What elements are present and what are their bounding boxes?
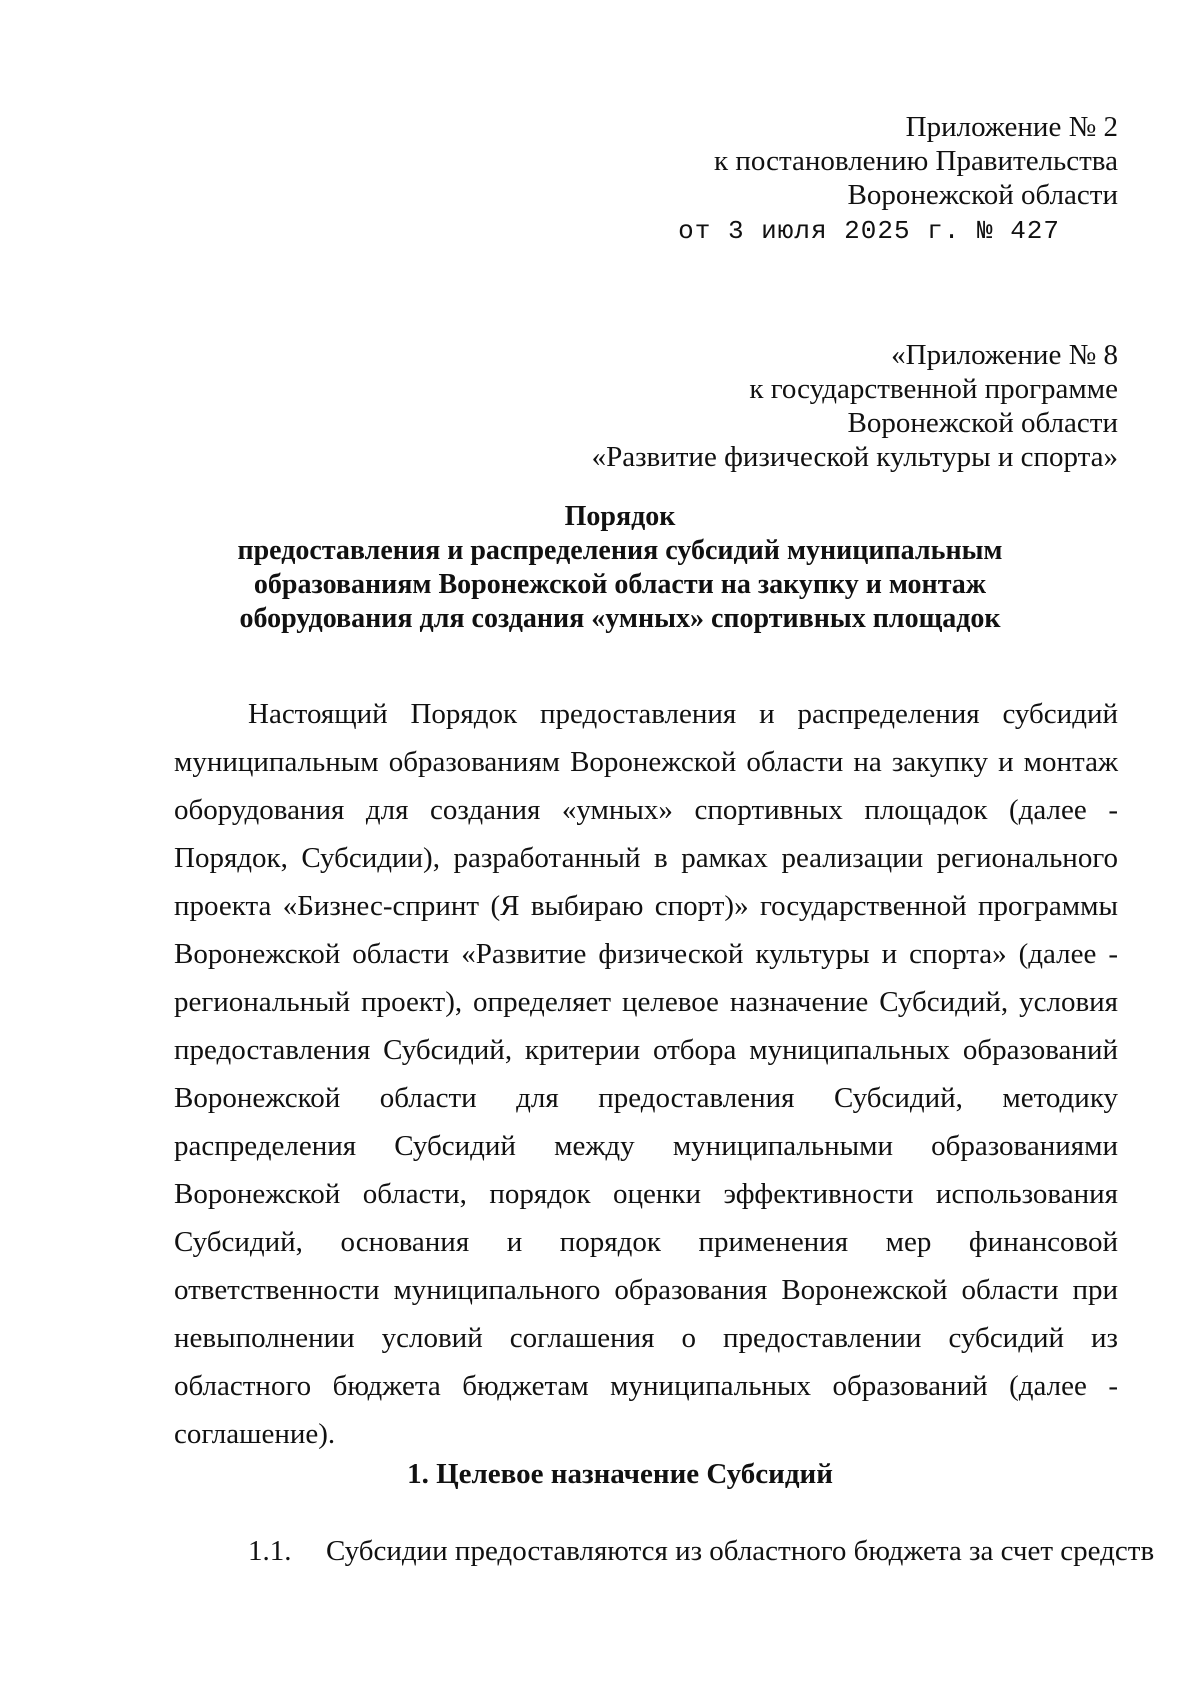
clause-text: Субсидии предоставляются из областного бюджета за счет средств	[326, 1535, 1155, 1567]
title-line-2: предоставления и распределения субсидий муниципальным	[237, 535, 1003, 566]
clause-number: 1.1.	[248, 1535, 292, 1567]
appendix-8-program-name: «Развитие физической культуры и спорта»	[591, 441, 1118, 473]
appendix-8-title: «Приложение № 8	[891, 339, 1118, 371]
clause-1-1	[174, 1527, 1155, 1575]
title-line-1: Порядок	[564, 501, 676, 532]
title-line-4: оборудования для создания «умных» спортивных площадок	[239, 603, 1001, 634]
appendix-2-title: Приложение № 2	[905, 111, 1118, 143]
appendix-8-header	[592, 338, 1118, 474]
section-1-heading: 1. Целевое назначение Субсидий	[407, 1458, 833, 1490]
appendix-8-program-line: к государственной программе	[749, 373, 1118, 405]
appendix-8-region-line: Воронежской области	[847, 407, 1118, 439]
title-line-3: образованиям Воронежской области на закупку и монтаж	[253, 569, 987, 600]
intro-paragraph: Настоящий Порядок предоставления и распределения субсидий муниципальным образованиям Воронежской области на закупку и монтаж оборудования для создания «умных» спортивных площадок (далее - Порядок, Субсидии), разработанный в рамках реализации регионального проекта «Бизнес-спринт (Я выбираю спорт)» государственной программы Воронежской области «Развитие физической культуры и спорта» (далее - региональный проект), определяет целевое назначение Субсидий, условия предоставления Субсидий, критерии отбора муниципальных образований Воронежской области для предоставления Субсидий, методику распределения Субсидий между муниципальными образованиями Воронежской области, порядок оценки эффективности использования Субсидий, основания и порядок применения мер финансовой ответственности муниципального образования Воронежской области при невыполнении условий соглашения о предоставлении субсидий из областного бюджета бюджетам муниципальных образований (далее - соглашение).	[174, 698, 1118, 1450]
appendix-2-date-number: от 3 июля 2025 г. № 427	[678, 216, 1060, 246]
appendix-2-region-line: Воронежской области	[847, 179, 1118, 211]
appendix-2-header	[678, 110, 1118, 248]
document-title	[120, 500, 1120, 636]
appendix-2-resolution-line: к постановлению Правительства	[714, 145, 1118, 177]
